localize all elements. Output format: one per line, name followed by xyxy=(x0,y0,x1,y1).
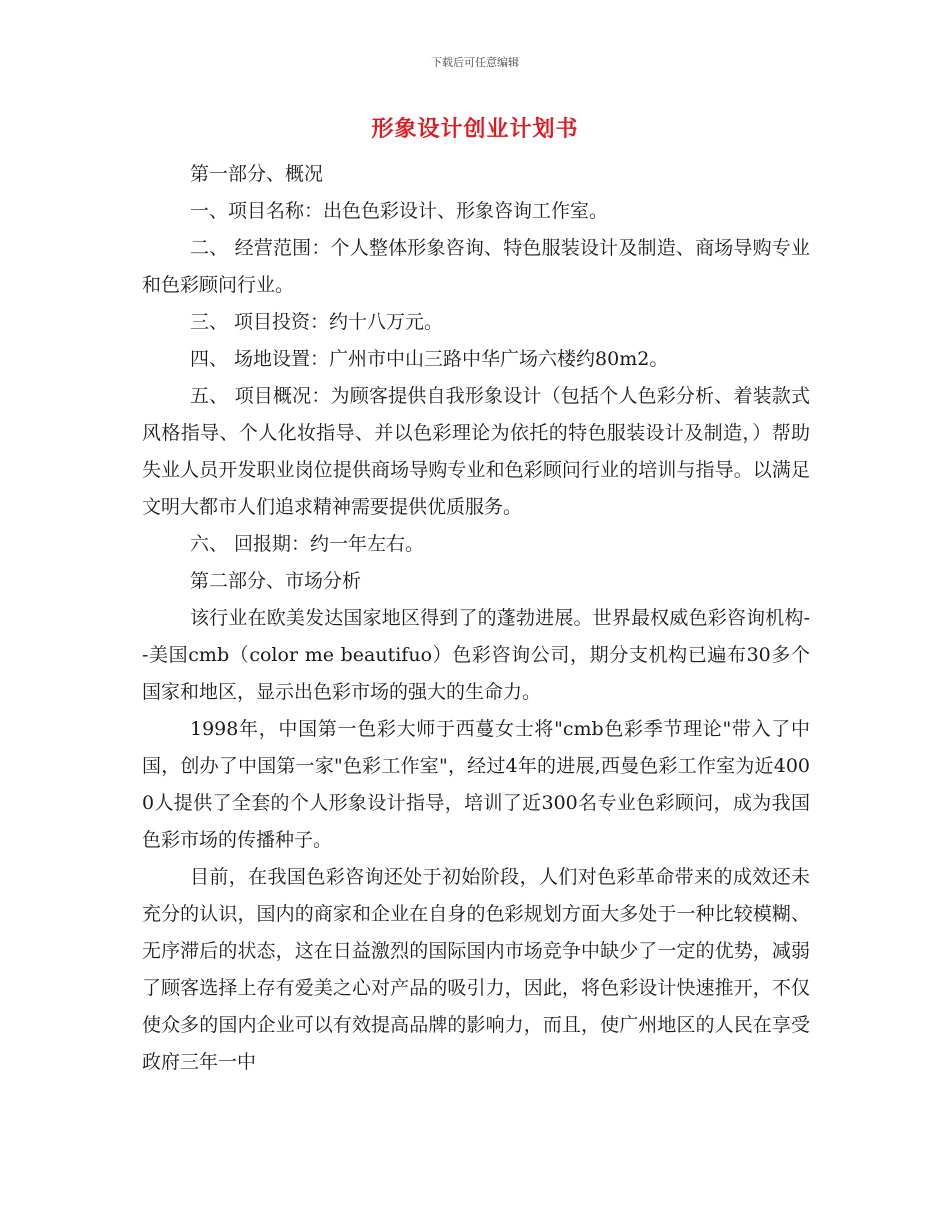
paragraph: 目前，在我国色彩咨询还处于初始阶段，人们对色彩革命带来的成效还未充分的认识，国内的商家和企业在自身的色彩规划方面大多处于一种比较模糊、无序滞后的状态，这在日益激烈的国际国内市场竞争中缺少了一定的优势，减弱了顾客选择上存有爱美之心对产品的吸引力，因此，将色彩设计快速推开，不仅使众多的国内企业可以有效提高品牌的影响力，而且，使广州地区的人民在享受政府三年一中 xyxy=(142,866,810,1073)
paragraph: 五、 项目概况：为顾客提供自我形象设计（包括个人色彩分析、着装款式风格指导、个人化妆指导、并以色彩理论为依托的特色服装设计及制造，）帮助失业人员开发职业岗位提供商场导购专业和色彩顾问行业的培训与指导。以满足文明大都市人们追求精神需要提供优质服务。 xyxy=(142,385,810,518)
document-title: 形象设计创业计划书 xyxy=(371,116,579,142)
paragraph: 三、 项目投资：约十八万元。 xyxy=(190,311,444,333)
header-note: 下载后可任意编辑 xyxy=(431,56,519,69)
document-body xyxy=(142,156,810,1081)
paragraph: 该行业在欧美发达国家地区得到了的蓬勃进展。世界最权威色彩咨询机构--美国cmb（color me beautifuo）色彩咨询公司，期分支机构已遍布30多个国家和地区，显示出色彩市场的强大的生命力。 xyxy=(142,607,810,703)
paragraph: 六、 回报期：约一年左右。 xyxy=(190,533,425,555)
paragraph: 1998年，中国第一色彩大师于西蔓女士将"cmb色彩季节理论"带入了中国，创办了中国第一家"色彩工作室"，经过4年的进展,西曼色彩工作室为近4000人提供了全套的个人形象设计指导，培训了近300名专业色彩顾问，成为我国色彩市场的传播种子。 xyxy=(142,718,810,851)
paragraph: 第一部分、概况 xyxy=(190,163,324,185)
paragraph: 二、 经营范围：个人整体形象咨询、特色服装设计及制造、商场导购专业和色彩顾问行业。 xyxy=(142,237,810,296)
paragraph: 第二部分、市场分析 xyxy=(190,570,362,592)
paragraph: 一、项目名称：出色色彩设计、形象咨询工作室。 xyxy=(190,200,609,222)
paragraph: 四、 场地设置：广州市中山三路中华广场六楼约80m2。 xyxy=(190,348,669,370)
